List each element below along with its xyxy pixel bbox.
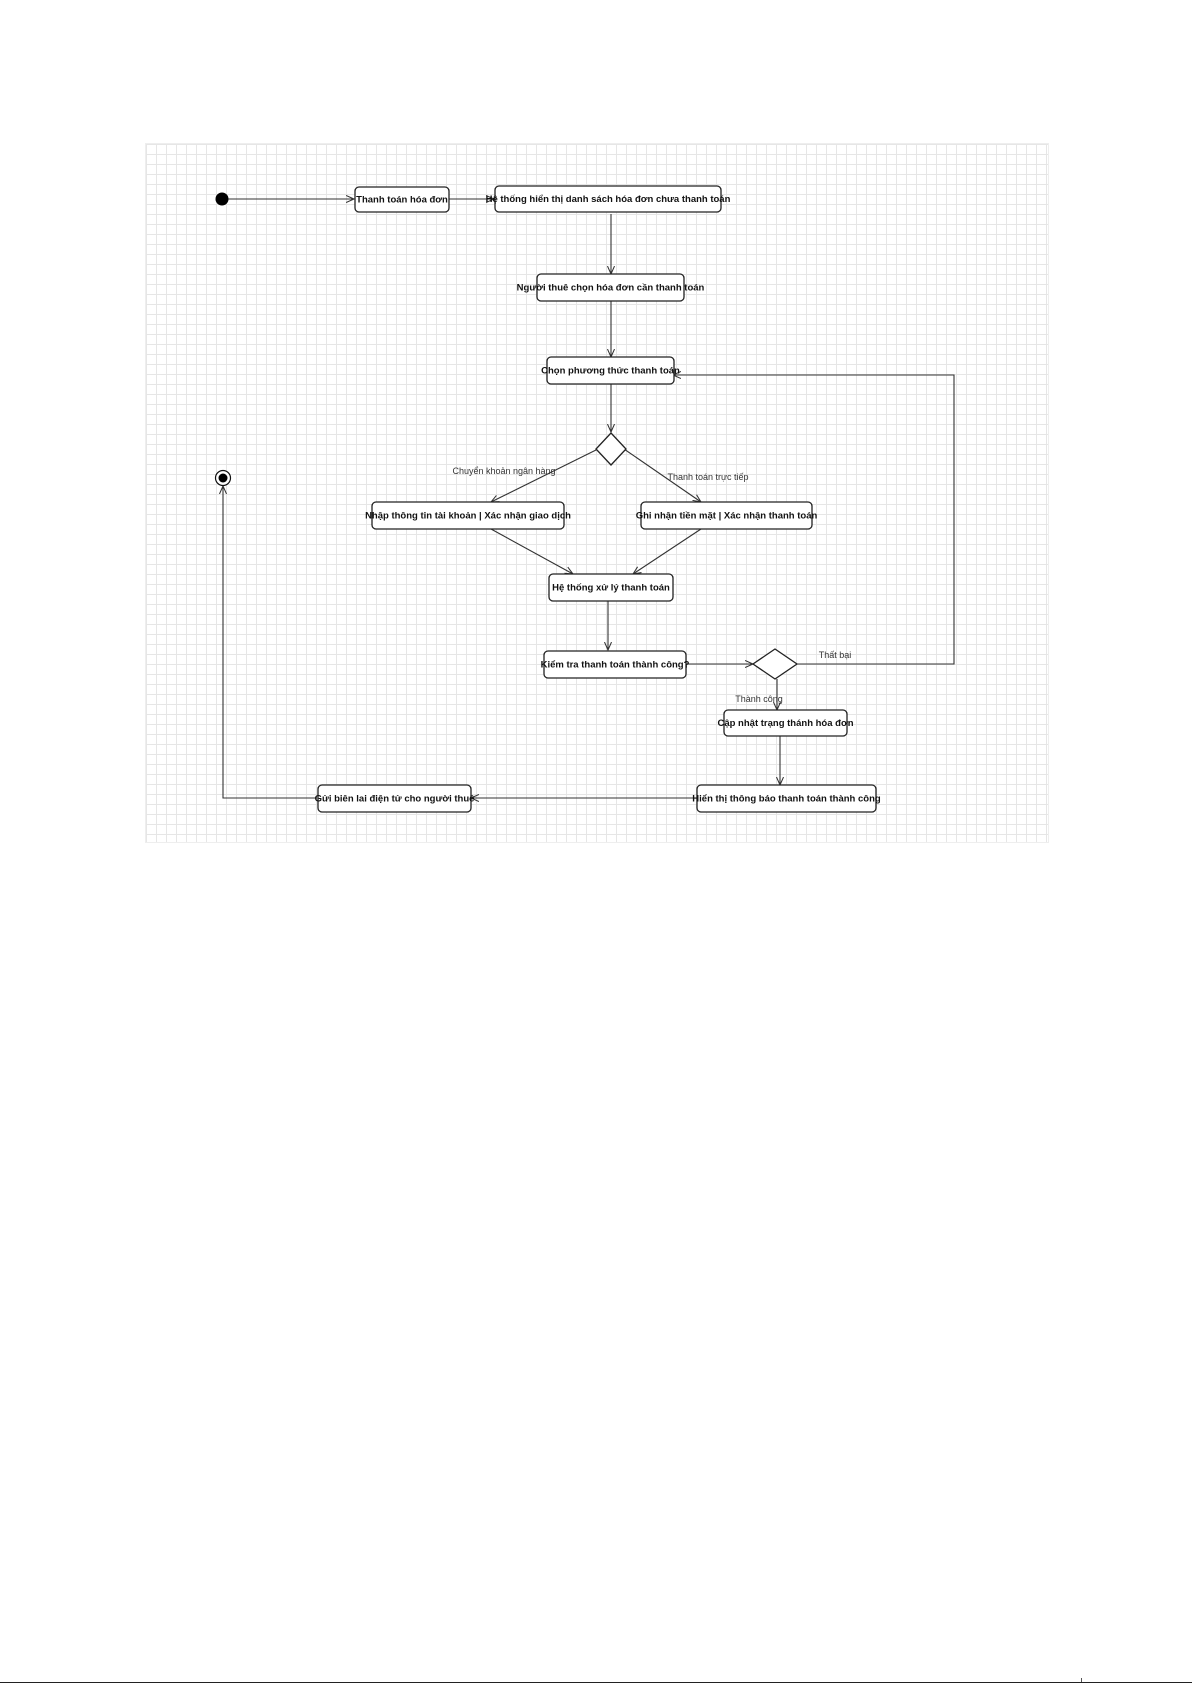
node-label: Chọn phương thức thanh toán xyxy=(541,365,680,377)
node-chon-hoa-don xyxy=(517,274,705,301)
start-node-icon xyxy=(216,193,229,206)
guard-thanh-cong: Thành công xyxy=(735,694,783,704)
node-thanh-toan-hoa-don xyxy=(355,187,449,212)
guard-that-bai: Thất bại xyxy=(818,650,852,660)
activity-diagram xyxy=(146,144,1048,842)
node-nhap-thong-tin xyxy=(365,502,571,529)
node-hien-thi-danh-sach xyxy=(486,186,731,212)
node-label: Hiển thị thông báo thanh toán thành công xyxy=(692,793,881,805)
node-label: Ghi nhận tiền mặt | Xác nhận thanh toán xyxy=(635,510,818,522)
edge-gui-bien-lai-to-end xyxy=(223,486,317,798)
edge-nhap-thong-tin-to-xu-ly xyxy=(491,529,573,574)
node-cap-nhat-trang-thai xyxy=(717,710,853,736)
node-xu-ly-thanh-toan xyxy=(549,574,673,601)
node-label: Hệ thống xử lý thanh toán xyxy=(552,582,670,594)
node-label: Hệ thống hiển thị danh sách hóa đơn chưa thanh toán xyxy=(485,194,731,205)
node-hien-thi-thong-bao xyxy=(692,785,881,812)
node-label: Kiểm tra thanh toán thành công? xyxy=(540,659,690,671)
node-label: Nhập thông tin tài khoản | Xác nhận giao dịch xyxy=(365,510,571,522)
node-gui-bien-lai xyxy=(315,785,475,812)
edge-ghi-nhan-to-xu-ly xyxy=(633,529,701,574)
node-ghi-nhan-tien-mat xyxy=(636,502,818,529)
end-node-icon xyxy=(216,471,231,486)
page-edge-mark xyxy=(1081,1678,1085,1682)
guard-chuyen-khoan: Chuyển khoản ngân hàng xyxy=(452,466,556,476)
guard-truc-tiep: Thanh toán trực tiếp xyxy=(667,472,749,482)
diagram-canvas xyxy=(145,143,1049,843)
decision-payment-result xyxy=(753,649,797,679)
node-label: Gửi biên lai điện tử cho người thuê xyxy=(314,793,475,805)
node-chon-phuong-thuc xyxy=(541,357,680,384)
node-label: Cập nhật trạng thánh hóa đơn xyxy=(717,718,854,729)
page-bottom-rule xyxy=(0,1682,1192,1683)
node-label: Người thuê chọn hóa đơn cần thanh toán xyxy=(516,282,705,294)
node-kiem-tra xyxy=(541,651,690,678)
node-label: Thanh toán hóa đơn xyxy=(356,194,448,206)
decision-payment-method xyxy=(596,433,626,465)
